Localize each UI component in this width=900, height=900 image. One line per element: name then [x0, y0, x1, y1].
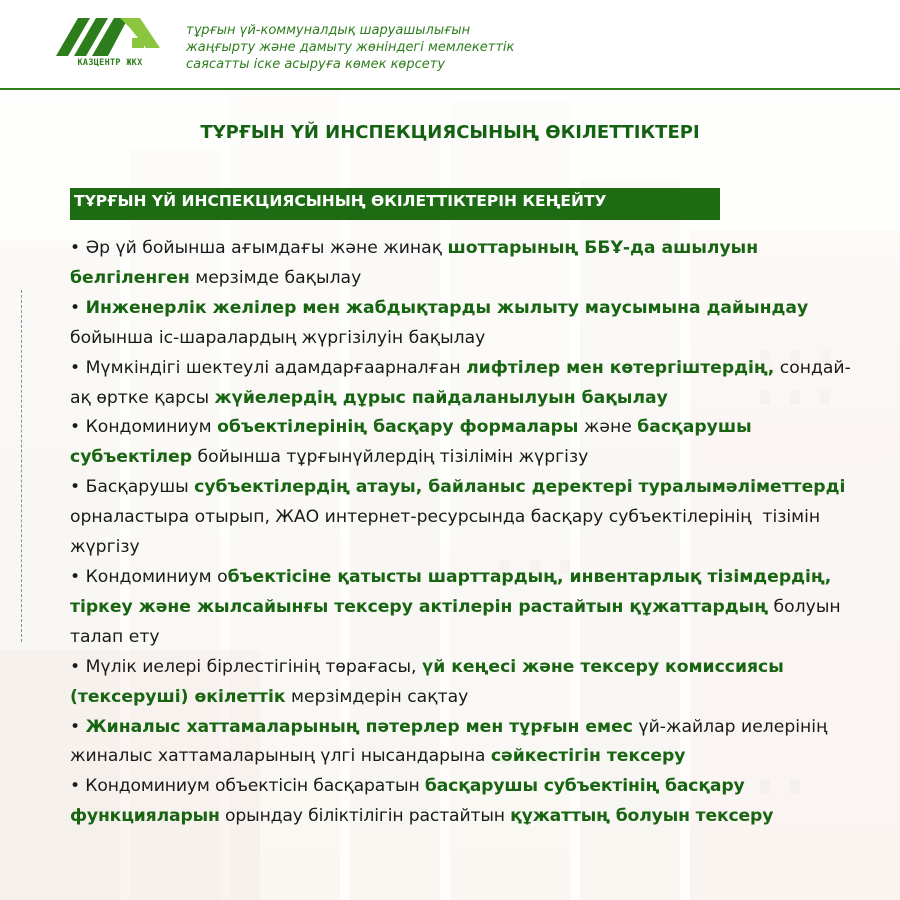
- item-highlight: объектілерінің басқару формалары: [217, 417, 579, 438]
- list-item: [70, 294, 860, 354]
- item-text: сондай-ақ өртке қарсы: [70, 357, 851, 408]
- item-text: және: [578, 417, 638, 438]
- list-item: [70, 354, 860, 414]
- item-text: бойынша тұрғынүйлердің тізілімін жүргізу: [192, 447, 589, 468]
- tagline-line: тұрғын үй-коммуналдық шаруашылығын: [186, 23, 471, 38]
- tagline: [186, 22, 586, 73]
- item-highlight: шоттарының ББҰ-да ашылуын белгіленген: [70, 238, 759, 288]
- list-item: [70, 563, 860, 653]
- item-text: бойынша іс-шаралардың жүргізілуін бақылау: [70, 327, 486, 348]
- item-highlight: басқарушы субъектінің басқару функцияларын: [70, 776, 745, 827]
- decorative-dashed-line: [21, 290, 22, 642]
- header: [0, 0, 900, 90]
- item-text: орналастыра отырып, ЖАО интернет-ресурсында басқару субъектілерінің тізімін жүргізу: [70, 477, 851, 558]
- house-logo-icon: [56, 14, 164, 58]
- tagline-line: саясатты іске асыруға көмек көрсету: [186, 57, 446, 72]
- item-text: мерзімдерін сақтау: [285, 686, 469, 707]
- item-text: болуын талап ету: [70, 596, 841, 647]
- item-highlight: құжаттың болуын тексеру: [510, 806, 774, 827]
- item-highlight: бъектісіне қатысты шарттардың, инвентарлық тізімдердің, тіркеу және жылсайынғы тексеру актілерін растайтын құжаттардың: [70, 566, 832, 617]
- list-item: [70, 772, 860, 832]
- item-text: • Кондоминиум объектісін басқаратын: [70, 776, 425, 797]
- item-text: • Кондоминиум о: [70, 566, 228, 587]
- item-highlight: лифтілер мен көтергіштердің,: [466, 357, 775, 378]
- list-item: [70, 713, 860, 773]
- item-text: үй-жайлар иелерінің жиналыс хаттамаларының үлгі нысандарына: [70, 716, 828, 767]
- list-item: [70, 473, 860, 563]
- list-item: [70, 234, 860, 294]
- item-text: орындау біліктілігін растайтын: [219, 806, 511, 827]
- item-text: • Әр үй бойынша ағымдағы және жинақ: [70, 238, 448, 258]
- item-text: • Мүмкіндігі шектеулі адамдарғаарналған: [70, 357, 467, 378]
- item-highlight: үй кеңесі және тексеру комиссиясы (тексеруші) өкілеттік: [70, 656, 784, 707]
- item-highlight: Инженерлік желілер мен жабдықтарды жылыту маусымына дайындау: [85, 297, 809, 318]
- item-text: • Кондоминиум: [70, 417, 218, 438]
- logo-text: КАЗЦЕНТР ЖКХ: [77, 58, 143, 68]
- powers-list: [70, 234, 860, 832]
- item-highlight: жүйелердің дұрыс пайдаланылуын бақылау: [214, 387, 668, 408]
- item-text: •: [70, 716, 86, 737]
- item-highlight: субъектілердің атауы, байланыс деректері туралымәліметтерді: [194, 477, 846, 498]
- item-text: • Басқарушы: [70, 477, 195, 498]
- item-text: •: [70, 297, 86, 318]
- list-item: [70, 413, 860, 473]
- page-title: ТҰРҒЫН ҮЙ ИНСПЕКЦИЯСЫНЫҢ ӨКІЛЕТТІКТЕРІ: [200, 122, 700, 143]
- item-highlight: Жиналыс хаттамаларының пәтерлер мен тұрғын емес: [85, 716, 633, 737]
- item-highlight: сәйкестігін тексеру: [490, 746, 686, 767]
- item-text: • Мүлік иелері бірлестігінің төрағасы,: [70, 656, 422, 677]
- section-banner: ТҰРҒЫН ҮЙ ИНСПЕКЦИЯСЫНЫҢ ӨКІЛЕТТІКТЕРІН КЕҢЕЙТУ: [70, 188, 720, 220]
- header-divider: [0, 88, 900, 90]
- item-text: мерзімде бақылау: [189, 267, 362, 288]
- tagline-line: жаңғырту және дамыту жөніндегі мемлекеттік: [186, 40, 515, 55]
- kazcenter-logo: [56, 14, 164, 72]
- list-item: [70, 653, 860, 713]
- item-highlight: басқарушы субъектілер: [70, 417, 752, 468]
